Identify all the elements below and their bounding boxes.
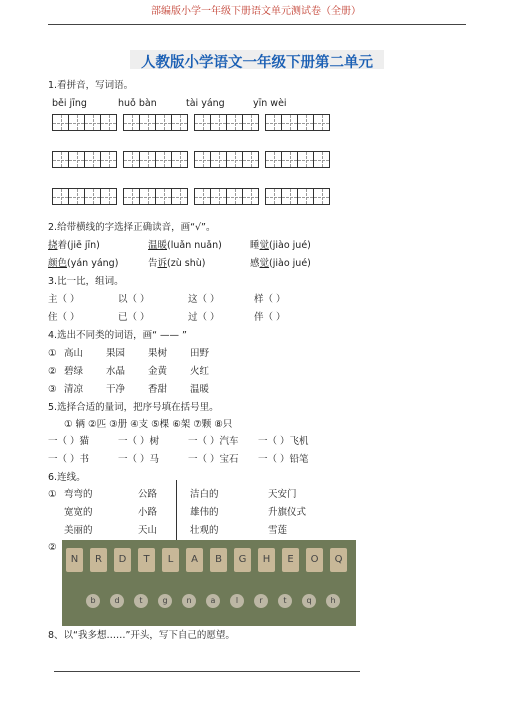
match-left-word[interactable]: 美丽的 [64, 525, 93, 536]
letter-key[interactable]: t [278, 594, 292, 608]
underlined-char: 觉 [259, 258, 270, 269]
pinyin-3: tài yáng [186, 98, 225, 109]
letter-tile[interactable]: Q [330, 548, 347, 572]
q3-row2-item[interactable]: 过（ ） [188, 312, 220, 323]
q4-word[interactable]: 高山 [64, 348, 84, 359]
q4-word[interactable]: 温暖 [190, 384, 210, 395]
letter-key[interactable]: b [86, 594, 100, 608]
match-right-word[interactable]: 雄伟的 [190, 507, 219, 518]
q5-blank[interactable]: 一（ ）猫 [48, 436, 90, 447]
letter-key[interactable]: a [206, 594, 220, 608]
plain-char: 告 [148, 258, 158, 269]
letter-tile[interactable]: D [114, 548, 131, 572]
match-left-target[interactable]: 公路 [138, 489, 158, 500]
q4-row3-num: ③ [48, 384, 57, 395]
underlined-char: 挠 [48, 240, 58, 251]
q5-blank[interactable]: 一（ ）马 [118, 454, 160, 465]
letter-tile[interactable]: B [210, 548, 227, 572]
q5-blank[interactable]: 一（ ）飞机 [258, 436, 309, 447]
q3-label: 3.比一比，组词。 [48, 276, 124, 287]
match-left-target[interactable]: 小路 [138, 507, 158, 518]
q8-label: 8、以“我多想……”开头，写下自己的愿望。 [48, 630, 235, 641]
q1-label: 1.看拼音，写词语。 [48, 80, 134, 91]
q3-row2-item[interactable]: 伴（ ） [254, 312, 286, 323]
q4-row2-num: ② [48, 366, 57, 377]
match-right-word[interactable]: 壮观的 [190, 525, 219, 536]
char-box-group[interactable] [194, 188, 259, 205]
q5-blank[interactable]: 一（ ）宝石 [188, 454, 239, 465]
q3-row1-item[interactable]: 样（ ） [254, 294, 286, 305]
q2-row2-item1 [48, 258, 118, 270]
q5-blank[interactable]: 一（ ）书 [48, 454, 90, 465]
q3-row2-item[interactable]: 住（ ） [48, 312, 80, 323]
char-box-group[interactable] [123, 114, 188, 131]
q4-word[interactable]: 金黄 [148, 366, 168, 377]
underlined-char: 觉 [259, 240, 270, 251]
plain-char: 感 [250, 258, 260, 269]
column-divider [176, 480, 177, 540]
q2-row2-item2 [148, 258, 205, 270]
reading-options[interactable]: (jiào jué) [269, 240, 311, 251]
q6-marker-2: ② [48, 542, 57, 553]
letter-tile[interactable]: L [162, 548, 179, 572]
q4-word[interactable]: 碧绿 [64, 366, 84, 377]
char-box-group[interactable] [52, 188, 117, 205]
letter-key[interactable]: r [254, 594, 268, 608]
pinyin-4: yīn wèi [253, 98, 287, 109]
char-box-group[interactable] [52, 151, 117, 168]
q2-row1-item2 [148, 240, 222, 252]
char-box-group[interactable] [123, 151, 188, 168]
pinyin-1: běi jīng [52, 98, 87, 109]
char-box-group[interactable] [265, 188, 330, 205]
q5-label: 5.选择合适的量词，把序号填在括号里。 [48, 402, 219, 413]
q3-row1-item[interactable]: 这（ ） [188, 294, 220, 305]
letter-matching-photo [62, 540, 356, 626]
match-left-word[interactable]: 弯弯的 [64, 489, 93, 500]
letter-tile[interactable]: O [306, 548, 323, 572]
q5-blank[interactable]: 一（ ）铅笔 [258, 454, 309, 465]
q2-label: 2.给带横线的字选择正确读音，画“√”。 [48, 222, 216, 233]
reading-options[interactable]: (jiào jué) [269, 258, 311, 269]
char-box-group[interactable] [194, 151, 259, 168]
reading-options[interactable]: (luǎn nuǎn) [167, 240, 222, 251]
underlined-char: 温暖 [148, 240, 168, 251]
letter-tile[interactable]: R [90, 548, 107, 572]
letter-key[interactable]: t [134, 594, 148, 608]
match-right-target[interactable]: 升旗仪式 [268, 507, 307, 518]
reading-options[interactable]: (zù shù) [167, 258, 206, 269]
q3-row1-item[interactable]: 主（ ） [48, 294, 80, 305]
char-box-group[interactable] [123, 188, 188, 205]
q4-row1-num: ① [48, 348, 57, 359]
match-right-word[interactable]: 洁白的 [190, 489, 219, 500]
q4-word[interactable]: 香甜 [148, 384, 168, 395]
page-title: 人教版小学语文一年级下册第二单元 [141, 55, 373, 71]
char-box-group[interactable] [265, 151, 330, 168]
answer-line[interactable] [54, 671, 360, 672]
q4-word[interactable]: 清凉 [64, 384, 84, 395]
char-box-group[interactable] [265, 114, 330, 131]
q4-word[interactable]: 果树 [148, 348, 168, 359]
q5-blank[interactable]: 一（ ）树 [118, 436, 160, 447]
pinyin-2: huǒ bàn [118, 98, 157, 109]
letter-key[interactable]: d [110, 594, 124, 608]
match-left-target[interactable]: 天山 [138, 525, 158, 536]
underlined-char: 诉 [157, 258, 168, 269]
letter-tile[interactable]: H [258, 548, 275, 572]
q4-word[interactable]: 干净 [106, 384, 126, 395]
letter-tile[interactable]: A [186, 548, 203, 572]
char-box-group[interactable] [52, 114, 117, 131]
q2-row2-item3 [250, 258, 311, 270]
match-right-target[interactable]: 天安门 [268, 489, 297, 500]
q6-marker-1: ① [48, 489, 57, 500]
q4-word[interactable]: 田野 [190, 348, 210, 359]
q3-row1-item[interactable]: 以（ ） [118, 294, 150, 305]
char-box-group[interactable] [194, 114, 259, 131]
writing-grid[interactable] [52, 114, 342, 205]
q5-options: ① 辆 ②匹 ③册 ④支 ⑤棵 ⑥架 ⑦颗 ⑧只 [64, 419, 233, 430]
plain-char: 睡 [250, 240, 260, 251]
letter-key[interactable]: h [326, 594, 340, 608]
q4-word[interactable]: 火红 [190, 366, 210, 377]
letter-key[interactable]: g [158, 594, 172, 608]
letter-tile[interactable]: N [66, 548, 83, 572]
letter-tile[interactable]: G [234, 548, 251, 572]
letter-key[interactable]: n [182, 594, 196, 608]
match-right-target[interactable]: 雪莲 [268, 525, 288, 536]
letter-tile[interactable]: E [282, 548, 299, 572]
q6-label: 6.连线。 [48, 472, 86, 483]
reading-options[interactable]: 着(jiē jīn) [57, 240, 100, 251]
document-header: 部编版小学一年级下册语文单元测试卷（全册） [151, 6, 361, 17]
underlined-char: 颜色 [48, 258, 68, 269]
q2-row1-item1 [48, 240, 100, 252]
q2-row1-item3 [250, 240, 311, 252]
letter-key[interactable]: q [302, 594, 316, 608]
letter-key[interactable]: l [230, 594, 244, 608]
q3-row2-item[interactable]: 已（ ） [118, 312, 150, 323]
header-rule [48, 24, 466, 25]
q4-label: 4.选出不同类的词语，画“ —— ” [48, 330, 187, 341]
match-left-word[interactable]: 宽宽的 [64, 507, 93, 518]
q4-word[interactable]: 果园 [106, 348, 126, 359]
letter-tile[interactable]: T [138, 548, 155, 572]
reading-options[interactable]: (yán yáng) [67, 258, 119, 269]
q4-word[interactable]: 水晶 [106, 366, 126, 377]
q5-blank[interactable]: 一（ ）汽车 [188, 436, 239, 447]
